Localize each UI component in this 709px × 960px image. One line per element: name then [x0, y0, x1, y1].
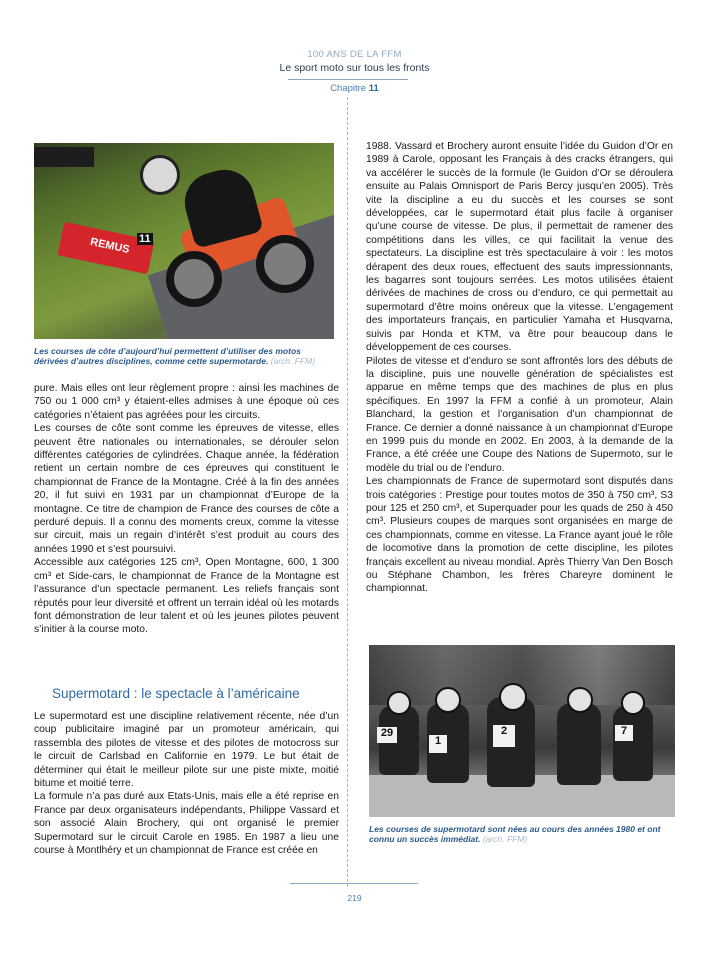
left-column-bottom — [34, 710, 339, 857]
race-plate: 1 — [429, 735, 447, 753]
rider-figure — [613, 705, 653, 781]
running-header-title: 100 ANS DE LA FFM — [307, 49, 402, 60]
race-plate: 2 — [493, 725, 515, 747]
front-wheel — [256, 235, 314, 293]
photo-corner-sign — [34, 147, 94, 167]
race-plate-number: 11 — [139, 233, 151, 245]
rider-helmet — [140, 155, 180, 195]
supermotard-race-photo — [369, 645, 675, 817]
rider-helmet — [567, 687, 593, 713]
paragraph: La formule n’a pas duré aux Etats-Unis, mais elle a été reprise en France par deux organisateurs indépendants, Philippe Vassard et son associé Alain Brochery, qui ont organisé le premier Supermotard sur le circuit Carole en 1985. En 1987 a lieu une course à Montlhéry et un championnat de France est créée en — [34, 791, 339, 857]
paragraph: pure. Mais elles ont leur règlement propre : ainsi les machines de 750 ou 1 000 cm³ y étaient-elles admises à une époque où ces catégories n’étaient pas agréées pour les circuits. — [34, 383, 339, 421]
rider-helmet — [621, 691, 645, 715]
left-column-top — [34, 382, 339, 637]
header-rule — [288, 79, 408, 80]
chapter-label-text: Chapitre — [330, 83, 367, 94]
page-number: 219 — [347, 893, 362, 903]
paragraph: Les courses de côte sont comme les épreuves de vitesse, elles peuvent être nationales ou internationales, se dérouler selon différentes catégories de cylindrées. Chaque année, la fédération retient un certain nombre de ces épreuves qui constituent le championnat de France de la Montagne. Créé à la fin des années 20, il fut suivi en 1931 par un championnat d’Europe de la montagne. Ce titre de champion de France des courses de côte a perduré depuis. Il a connu des moments creux, comme la vitesse sur circuit, mais un regain d’intérêt s’est produit au cours des années 1990 et s’est poursuivi. — [34, 423, 339, 555]
photo1-credit: (arch. FFM) — [270, 356, 316, 366]
paragraph: Les championnats de France de supermotard sont disputés dans trois catégories : Prestige pour toutes motos de 350 à 750 cm³, S3 pour 125 et 250 cm³, et Superquader pour les quads de 250 à 450 cm³. Plusieurs coupes de marques sont organisées en marge de ces championnats, comme en vitesse. La France ayant joué le rôle de locomotive dans la promotion de cette discipline, les pilotes français excellent au niveau mondial. Après Thierry Van Den Bosch ou Stéphane Chambon, les frères Chareyre dominent le championnat. — [366, 476, 673, 595]
photo1-caption-text: Les courses de côte d’aujourd’hui permettent d’utiliser des motos dérivées d’autres disciplines, comme cette supermotarde. — [34, 346, 301, 366]
race-plate: 29 — [377, 727, 397, 743]
rider-helmet — [387, 691, 411, 715]
rider-helmet — [499, 683, 527, 711]
footer-rule — [290, 883, 418, 884]
paragraph: 1988. Vassard et Brochery auront ensuite l’idée du Guidon d’Or en 1989 à Carole, opposant les Français à des cracks étrangers, qui va accélérer le succès de la formule (le Guidon d’Or se déroulera ensuite au Palais Omnisport de Paris Bercy jusqu’en 2005). Très vite la discipline a eu du succès et les courses se sont développées, car le supermotard était plus facile à organiser qu’une course de vitesse. De plus, il permettait de ramener des compétitions dans les villes, ce qui facilitait la venue des spectateurs. La discipline est très spectaculaire à voir : les motos dérapent des deux roues, effectuent des sauts impressionnants, les bagarres sont toujours serrées. Les motos utilisées étaient dérivées de machines de cross ou d’enduro, ce qui permettait au supermotard d’être moins onéreux que la vitesse. L’engagement des importateurs français, en particulier Yamaha et Husqvarna, suivis par Honda et KTM, va être pour beaucoup dans le développement de ces courses. — [366, 141, 673, 354]
section-heading: Supermotard : le spectacle à l’américaine — [52, 686, 300, 701]
chapter-number: 11 — [368, 83, 379, 94]
photo1-caption — [34, 346, 334, 366]
paragraph: Accessible aux catégories 125 cm³, Open Montagne, 600, 1 300 cm³ et Side-cars, le championnat de France de la Montagne est l’assurance d’un spectacle permanent. Les reliefs français sont réputés pour leur diversité et offrent un terrain idéal où les motards font démonstration de leur talent et où les jeunes pilotes peuvent s’initier à la course moto. — [34, 557, 339, 636]
paragraph: Pilotes de vitesse et d’enduro se sont affrontés lors des débuts de la discipline, puis une nouvelle génération de spécialistes est apparue en même temps que des machines de plus en plus spécifiques. En 1997 la FFM a confié à un promoteur, Alain Blanchard, la gestion et l’organisation d’un championnat de France. Ce dernier a donné naissance à un championnat d’Europe en 1999 puis du monde en 2002. En 2003, à la demande de la France, a été créée une Coupe des Nations de Supermoto, sur le modèle du trial ou de l’enduro. — [366, 355, 673, 474]
sponsor-banner-text: REMUS — [89, 236, 131, 256]
paragraph: Le supermotard est une discipline relativement récente, née d’un coup publicitaire imaginé par un promoteur américain, qui rassembla des pilotes de vitesse et des pilotes de motocross sur le circuit de Carlsbad en Californie en 1979. Le but était de déterminer qui était le meilleur pilote sur une piste mixte, moitié bitume et moitié terre. — [34, 711, 339, 790]
photo2-caption-text: Les courses de supermotard sont nées au cours des années 1980 et ont connu un succès immédiat. — [369, 824, 661, 844]
race-plate: 7 — [615, 725, 633, 741]
photo2-credit: (arch. FFM) — [482, 834, 528, 844]
rider-helmet — [435, 687, 461, 713]
photo2-caption — [369, 824, 669, 844]
hillclimb-photo — [34, 143, 334, 339]
column-divider — [347, 97, 348, 887]
rider-figure — [557, 703, 601, 785]
running-header-subtitle: Le sport moto sur tous les fronts — [279, 62, 430, 74]
right-column — [366, 140, 673, 596]
rear-wheel — [166, 251, 222, 307]
chapter-label — [0, 83, 709, 94]
